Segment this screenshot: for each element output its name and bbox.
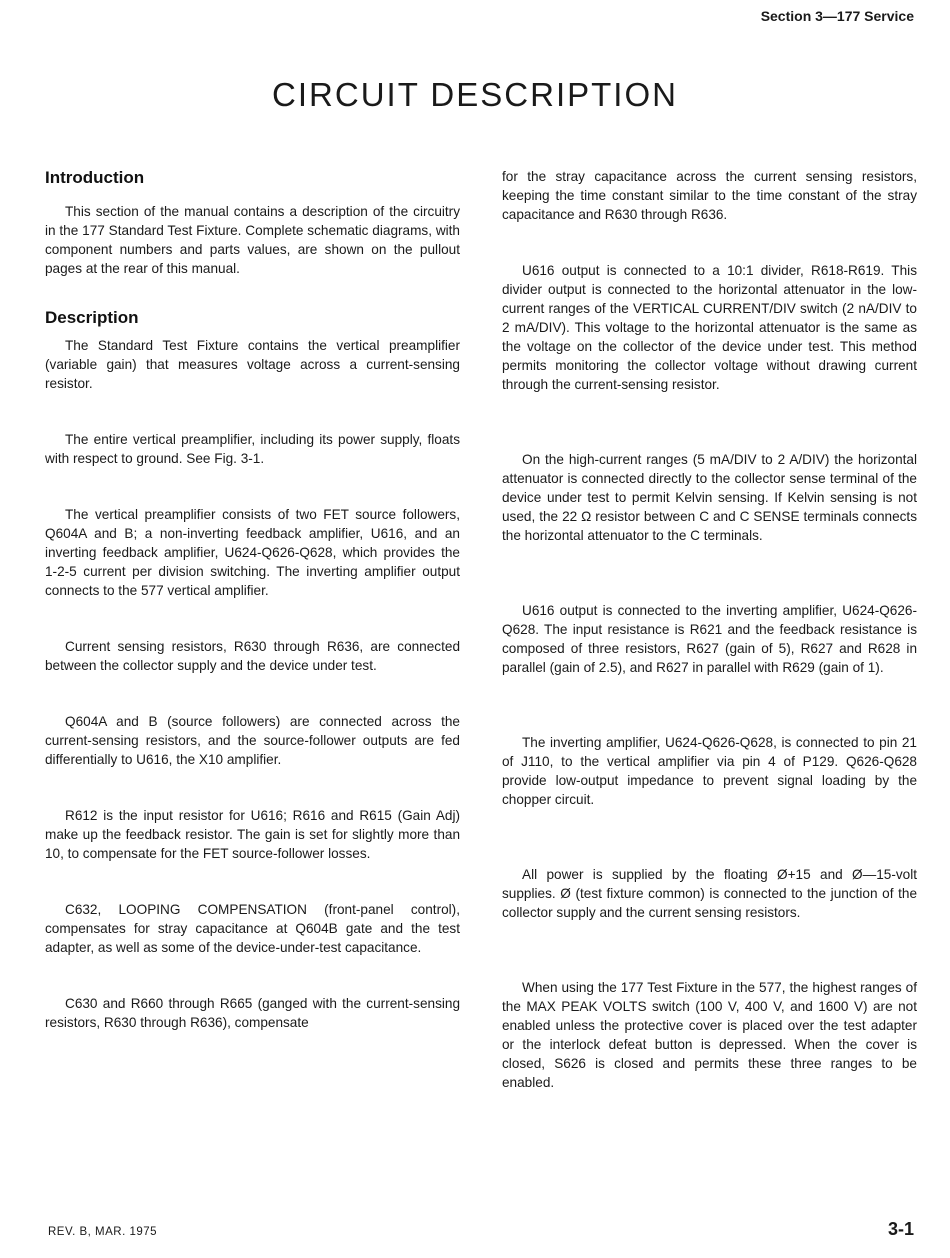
right-column: [502, 167, 917, 1092]
introduction-heading: Introduction: [45, 168, 145, 187]
right-paragraph-7: When using the 177 Test Fixture in the 577, the highest ranges of the MAX PEAK VOLTS switch (100 V, 400 V, and 1600 V) are not enabled unless the protective cover is placed over the test adapter or the interlock defeat button is depressed. When the cover is closed, S626 is closed and permits these three ranges to be enabled.: [502, 980, 917, 1090]
left-column: [45, 168, 460, 1032]
section-header: Section 3—177 Service: [760, 8, 914, 24]
right-paragraph-6: All power is supplied by the floating Ø+15 and Ø—15-volt supplies. Ø (test fixture common) is connected to the junction of the collector supply and the current sensing resistors.: [502, 867, 917, 920]
description-paragraph-5: Q604A and B (source followers) are connected across the current-sensing resistors, and the source-follower outputs are fed differentially to U616, the X10 amplifier.: [45, 714, 460, 767]
description-paragraph-7: C632, LOOPING COMPENSATION (front-panel control), compensates for stray capacitance at Q604B gate and the test adapter, as well as some of the device-under-test capacitance.: [45, 902, 460, 955]
right-paragraph-1: for the stray capacitance across the current sensing resistors, keeping the time constant similar to the time constant of the stray capacitance and R630 through R636.: [502, 169, 917, 222]
introduction-paragraph: This section of the manual contains a description of the circuitry in the 177 Standard Test Fixture. Complete schematic diagrams, with component numbers and parts values, are shown on the pullout pages at the rear of this manual.: [45, 204, 460, 276]
description-paragraph-8: C630 and R660 through R665 (ganged with the current-sensing resistors, R630 through R636), compensate: [45, 996, 460, 1030]
right-paragraph-5: The inverting amplifier, U624-Q626-Q628, is connected to pin 21 of J110, to the vertical amplifier via pin 4 of P129. Q626-Q628 provide low-output impedance to prevent signal loading by the chopper circuit.: [502, 735, 917, 807]
right-paragraph-4: U616 output is connected to the inverting amplifier, U624-Q626-Q628. The input resistance is R621 and the feedback resistance is composed of three resistors, R627 (gain of 5), R627 and R628 in parallel (gain of 2.5), and R627 in parallel with R629 (gain of 1).: [502, 603, 917, 675]
revision-label: REV. B, MAR. 1975: [48, 1226, 158, 1238]
description-paragraph-6: R612 is the input resistor for U616; R616 and R615 (Gain Adj) make up the feedback resistor. The gain is set for slightly more than 10, to compensate for the FET source-follower losses.: [45, 808, 460, 861]
description-paragraph-4: Current sensing resistors, R630 through R636, are connected between the collector supply and the device under test.: [45, 639, 460, 673]
page-title: CIRCUIT DESCRIPTION: [272, 76, 678, 113]
right-paragraph-2: U616 output is connected to a 10:1 divider, R618-R619. This divider output is connected to the horizontal attenuator in the low-current ranges of the VERTICAL CURRENT/DIV switch (2 nA/DIV to 2 mA/DIV). This voltage to the horizontal attenuator is the same as the voltage on the collector of the device under test. This method permits monitoring the collector voltage without drawing current through the current-sensing resistor.: [502, 263, 917, 392]
description-paragraph-1: The Standard Test Fixture contains the vertical preamplifier (variable gain) that measures voltage across a current-sensing resistor.: [45, 338, 460, 391]
right-paragraph-3: On the high-current ranges (5 mA/DIV to 2 A/DIV) the horizontal attenuator is connected directly to the collector sense terminal of the device under test to permit Kelvin sensing. If Kelvin sensing is not used, the 22 Ω resistor between C and C SENSE terminals connects the horizontal attenuator to the C terminals.: [502, 452, 917, 543]
description-paragraph-3: The vertical preamplifier consists of two FET source followers, Q604A and B; a non-inverting feedback amplifier, U616, and an inverting feedback amplifier, U624-Q626-Q628, which provides the 1-2-5 current per division switching. The inverting amplifier output connects to the 577 vertical amplifier.: [45, 507, 460, 598]
page-number: 3-1: [887, 1219, 914, 1239]
description-paragraph-2: The entire vertical preamplifier, including its power supply, floats with respect to ground. See Fig. 3-1.: [45, 432, 460, 466]
description-heading: Description: [45, 308, 139, 327]
